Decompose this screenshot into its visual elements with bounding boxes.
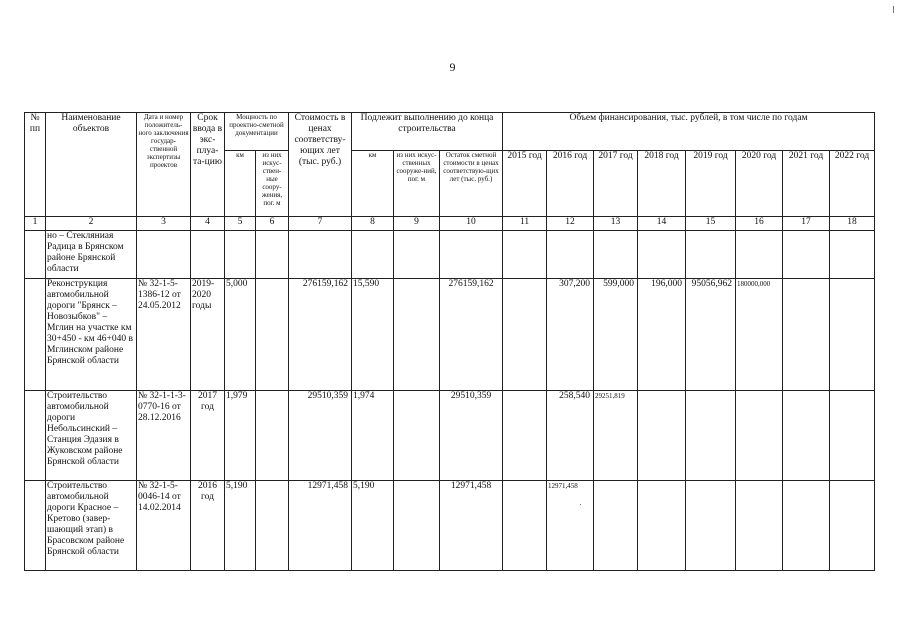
column-number: 8	[352, 217, 394, 231]
row-year-value: 95056,962	[686, 279, 736, 391]
row-km: 5,190	[225, 481, 256, 571]
row-art	[256, 391, 289, 481]
header-year: 2016 год	[547, 151, 594, 217]
row-name: но – Стекляниая Радица в Брянском районе Брянской области	[46, 231, 137, 279]
row-year-value	[736, 231, 783, 279]
row-no	[25, 279, 46, 391]
header-year: 2019 год	[686, 151, 736, 217]
row-no	[25, 391, 46, 481]
row-art	[256, 481, 289, 571]
row-name: Реконструкция автомобильной дороги "Брянск – Новозыбков" – Мглин на участке км 30+450 - км 46+040 в Мглинском районе Брянской области	[46, 279, 137, 391]
row-expertise	[137, 231, 191, 279]
row-term	[191, 231, 225, 279]
row-year-value	[736, 481, 783, 571]
header-year: 2015 год	[503, 151, 547, 217]
header-remaining: Подлежит выполнению до конца строительства	[352, 113, 503, 151]
row-year-value	[638, 231, 686, 279]
row-year-value	[594, 231, 638, 279]
row-expertise: № 32-1-5-0046-14 от 14.02.2014	[137, 481, 191, 571]
row-year-value	[830, 279, 875, 391]
row-year-value	[783, 481, 830, 571]
column-number: 13	[594, 217, 638, 231]
row-year-value	[547, 231, 594, 279]
row-no	[25, 231, 46, 279]
row-rem-art	[394, 231, 440, 279]
row-year-value	[503, 279, 547, 391]
header-cost: Стоимость в ценах соответству-ющих лет (тыс. руб.)	[289, 113, 352, 217]
column-number: 1	[25, 217, 46, 231]
page-number: 9	[449, 60, 456, 74]
row-year-value	[686, 481, 736, 571]
row-year-value	[503, 231, 547, 279]
row-rem-art	[394, 279, 440, 391]
column-number: 3	[137, 217, 191, 231]
table-row	[25, 481, 875, 571]
row-km: 5,000	[225, 279, 256, 391]
row-cost: 12971,458	[289, 481, 352, 571]
row-year-value: 12971,458	[547, 481, 594, 571]
header-rem-cost: Остаток сметной стоимости в ценах соответствую-щих лет (тыс. руб.)	[440, 151, 503, 217]
header-name: Наименование объектов	[46, 113, 137, 217]
scan-mark	[893, 6, 894, 13]
row-km: 1,979	[225, 391, 256, 481]
row-year-value	[686, 391, 736, 481]
row-rem-art	[394, 391, 440, 481]
row-year-value: 29251,819	[594, 391, 638, 481]
row-year-value	[830, 231, 875, 279]
row-year-value	[736, 391, 783, 481]
column-number: 11	[503, 217, 547, 231]
column-number: 2	[46, 217, 137, 231]
row-year-value: 258,540	[547, 391, 594, 481]
column-number: 12	[547, 217, 594, 231]
header-year: 2022 год	[830, 151, 875, 217]
row-expertise: № 32-1-1-3-0770-16 от 28.12.2016	[137, 391, 191, 481]
table-row	[25, 279, 875, 391]
header-no: № пп	[25, 113, 46, 217]
table-row	[25, 391, 875, 481]
header-rem-art: из них искус-ственных сооруже-ний, пог. м	[394, 151, 440, 217]
scan-mark	[580, 504, 581, 505]
row-year-value	[783, 391, 830, 481]
row-year-value	[783, 231, 830, 279]
row-year-value	[783, 279, 830, 391]
row-year-value	[638, 481, 686, 571]
row-year-value: 196,000	[638, 279, 686, 391]
row-year-value	[830, 391, 875, 481]
row-rem-cost: 276159,162	[440, 279, 503, 391]
header-capacity: Мощность по проектно-сметной документации	[225, 113, 289, 151]
row-year-value: 599,000	[594, 279, 638, 391]
row-year-value	[503, 481, 547, 571]
header-year: 2018 год	[638, 151, 686, 217]
column-number: 6	[256, 217, 289, 231]
column-number: 14	[638, 217, 686, 231]
row-term: 2019-2020 годы	[191, 279, 225, 391]
row-rem-km: 1,974	[352, 391, 394, 481]
row-year-value	[638, 391, 686, 481]
column-number: 15	[686, 217, 736, 231]
row-rem-cost: 29510,359	[440, 391, 503, 481]
header-financing: Объем финансирования, тыс. рублей, в том числе по годам	[503, 113, 875, 151]
column-number: 18	[830, 217, 875, 231]
row-year-value: 180000,000	[736, 279, 783, 391]
financing-table	[24, 112, 875, 571]
column-number: 10	[440, 217, 503, 231]
row-year-value	[594, 481, 638, 571]
row-term: 2017 год	[191, 391, 225, 481]
row-no	[25, 481, 46, 571]
table-row	[25, 231, 875, 279]
row-year-value	[830, 481, 875, 571]
row-rem-km	[352, 231, 394, 279]
header-capacity-km: км	[225, 151, 256, 217]
row-term: 2016 год	[191, 481, 225, 571]
column-number: 4	[191, 217, 225, 231]
column-number: 7	[289, 217, 352, 231]
row-cost: 276159,162	[289, 279, 352, 391]
header-expertise: Дата и номер положитель-ного заключения государ-ственной экспертизы проектов	[137, 113, 191, 217]
header-year: 2017 год	[594, 151, 638, 217]
header-year: 2020 год	[736, 151, 783, 217]
row-expertise: № 32-1-5-1386-12 от 24.05.2012	[137, 279, 191, 391]
row-rem-km: 5,190	[352, 481, 394, 571]
header-rem-km: км	[352, 151, 394, 217]
column-number: 16	[736, 217, 783, 231]
row-art	[256, 279, 289, 391]
row-year-value	[503, 391, 547, 481]
row-rem-km: 15,590	[352, 279, 394, 391]
row-year-value: 307,200	[547, 279, 594, 391]
column-number: 9	[394, 217, 440, 231]
row-name: Строительство автомобильной дороги Красное – Кретово (завер-шающий этап) в Брасовском районе Брянской области	[46, 481, 137, 571]
header-year: 2021 год	[783, 151, 830, 217]
column-number: 17	[783, 217, 830, 231]
row-cost: 29510,359	[289, 391, 352, 481]
column-numbers-row	[25, 217, 875, 231]
column-number: 5	[225, 217, 256, 231]
row-name: Строительство автомобильной дороги Небольсинский – Станция Эдазия в Жуковском районе Брянской области	[46, 391, 137, 481]
row-art	[256, 231, 289, 279]
row-rem-cost: 12971,458	[440, 481, 503, 571]
row-cost	[289, 231, 352, 279]
row-km	[225, 231, 256, 279]
header-term: Срок ввода в экс-плуа-та-цию	[191, 113, 225, 217]
header-capacity-art: из них искус-ствен-ные соору-жения, пог. м	[256, 151, 289, 217]
row-year-value	[686, 231, 736, 279]
row-rem-art	[394, 481, 440, 571]
row-rem-cost	[440, 231, 503, 279]
